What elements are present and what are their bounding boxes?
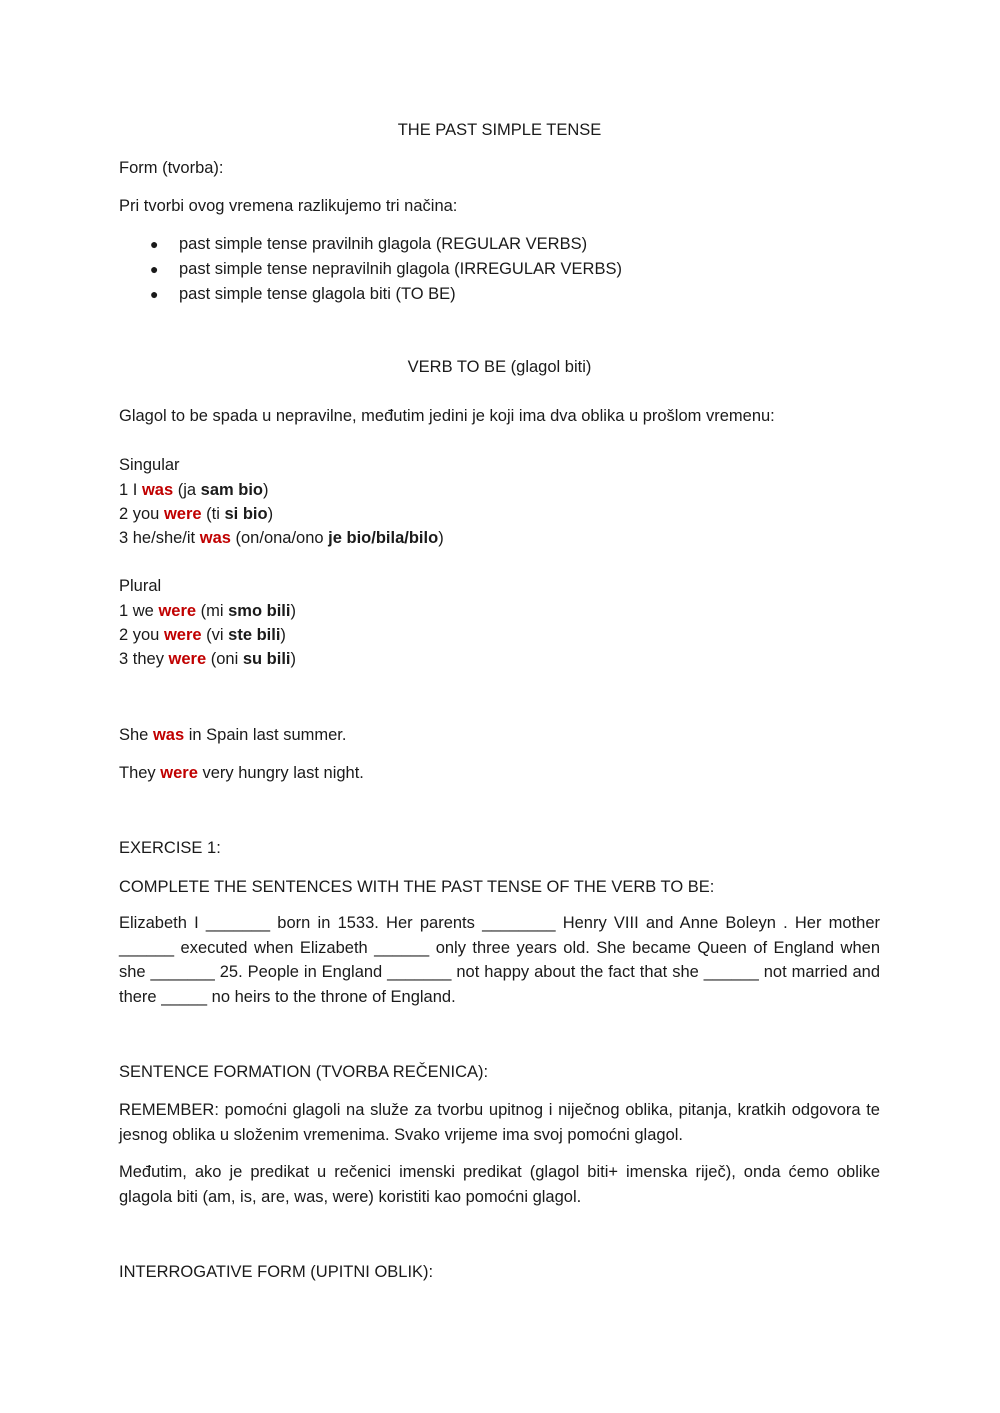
exercise-heading: EXERCISE 1: xyxy=(119,839,221,857)
remember-paragraph: REMEMBER: pomoćni glagoli na služe za tvorbu upitnog i niječnog oblika, pitanja, kratkih odgovora te jesnog oblika u složenim vremenima. Svako vrijeme ima svoj pomoćni glagol. xyxy=(119,1101,880,1144)
conjugation-row: 3 he/she/it was (on/ona/ono je bio/bila/bilo) xyxy=(119,529,444,547)
conjugation-row: 2 you were (ti si bio) xyxy=(119,505,274,523)
plural-label: Plural xyxy=(119,577,162,595)
conjugation-row: 2 you were (vi ste bili) xyxy=(119,626,286,644)
interrogative-heading: INTERROGATIVE FORM (UPITNI OBLIK): xyxy=(119,1263,434,1281)
conjugation-row: 3 they were (oni su bili) xyxy=(119,650,297,668)
conjugation-row: 1 we were (mi smo bili) xyxy=(119,602,296,620)
example-sentence: They were very hungry last night. xyxy=(119,764,364,782)
verb-intro: Glagol to be spada u nepravilne, međutim jedini je koji ima dva oblika u prošlom vremenu: xyxy=(119,407,775,425)
form-heading: Form (tvorba): xyxy=(119,159,224,177)
verb-heading: VERB TO BE (glagol biti) xyxy=(407,358,592,376)
sentence-formation-heading: SENTENCE FORMATION (TVORBA REČENICA): xyxy=(119,1063,489,1081)
example-sentence: She was in Spain last summer. xyxy=(119,726,347,744)
bullet-icon: ● xyxy=(150,261,159,277)
exercise-instruction: COMPLETE THE SENTENCES WITH THE PAST TENSE OF THE VERB TO BE: xyxy=(119,878,715,896)
predicate-paragraph: Međutim, ako je predikat u rečenici imenski predikat (glagol biti+ imenska riječ), onda ćemo oblike glagola biti (am, is, are, was, were) koristiti kao pomoćni glagol. xyxy=(119,1163,880,1206)
page-title: THE PAST SIMPLE TENSE xyxy=(397,121,602,139)
bullet-icon: ● xyxy=(150,236,159,252)
singular-label: Singular xyxy=(119,456,180,474)
intro-text: Pri tvorbi ovog vremena razlikujemo tri načina: xyxy=(119,197,458,215)
conjugation-row: 1 I was (ja sam bio) xyxy=(119,481,269,499)
exercise-paragraph: Elizabeth I _______ born in 1533. Her parents ________ Henry VIII and Anne Boleyn . Her mother ______ executed when Elizabeth ______ only three years old. She became Queen of England when she _______ 25. People in England _______ not happy about the fact that she ______ not married and there _____ no heirs to the throne of England. xyxy=(119,914,880,1006)
bullet-icon: ● xyxy=(150,286,159,302)
